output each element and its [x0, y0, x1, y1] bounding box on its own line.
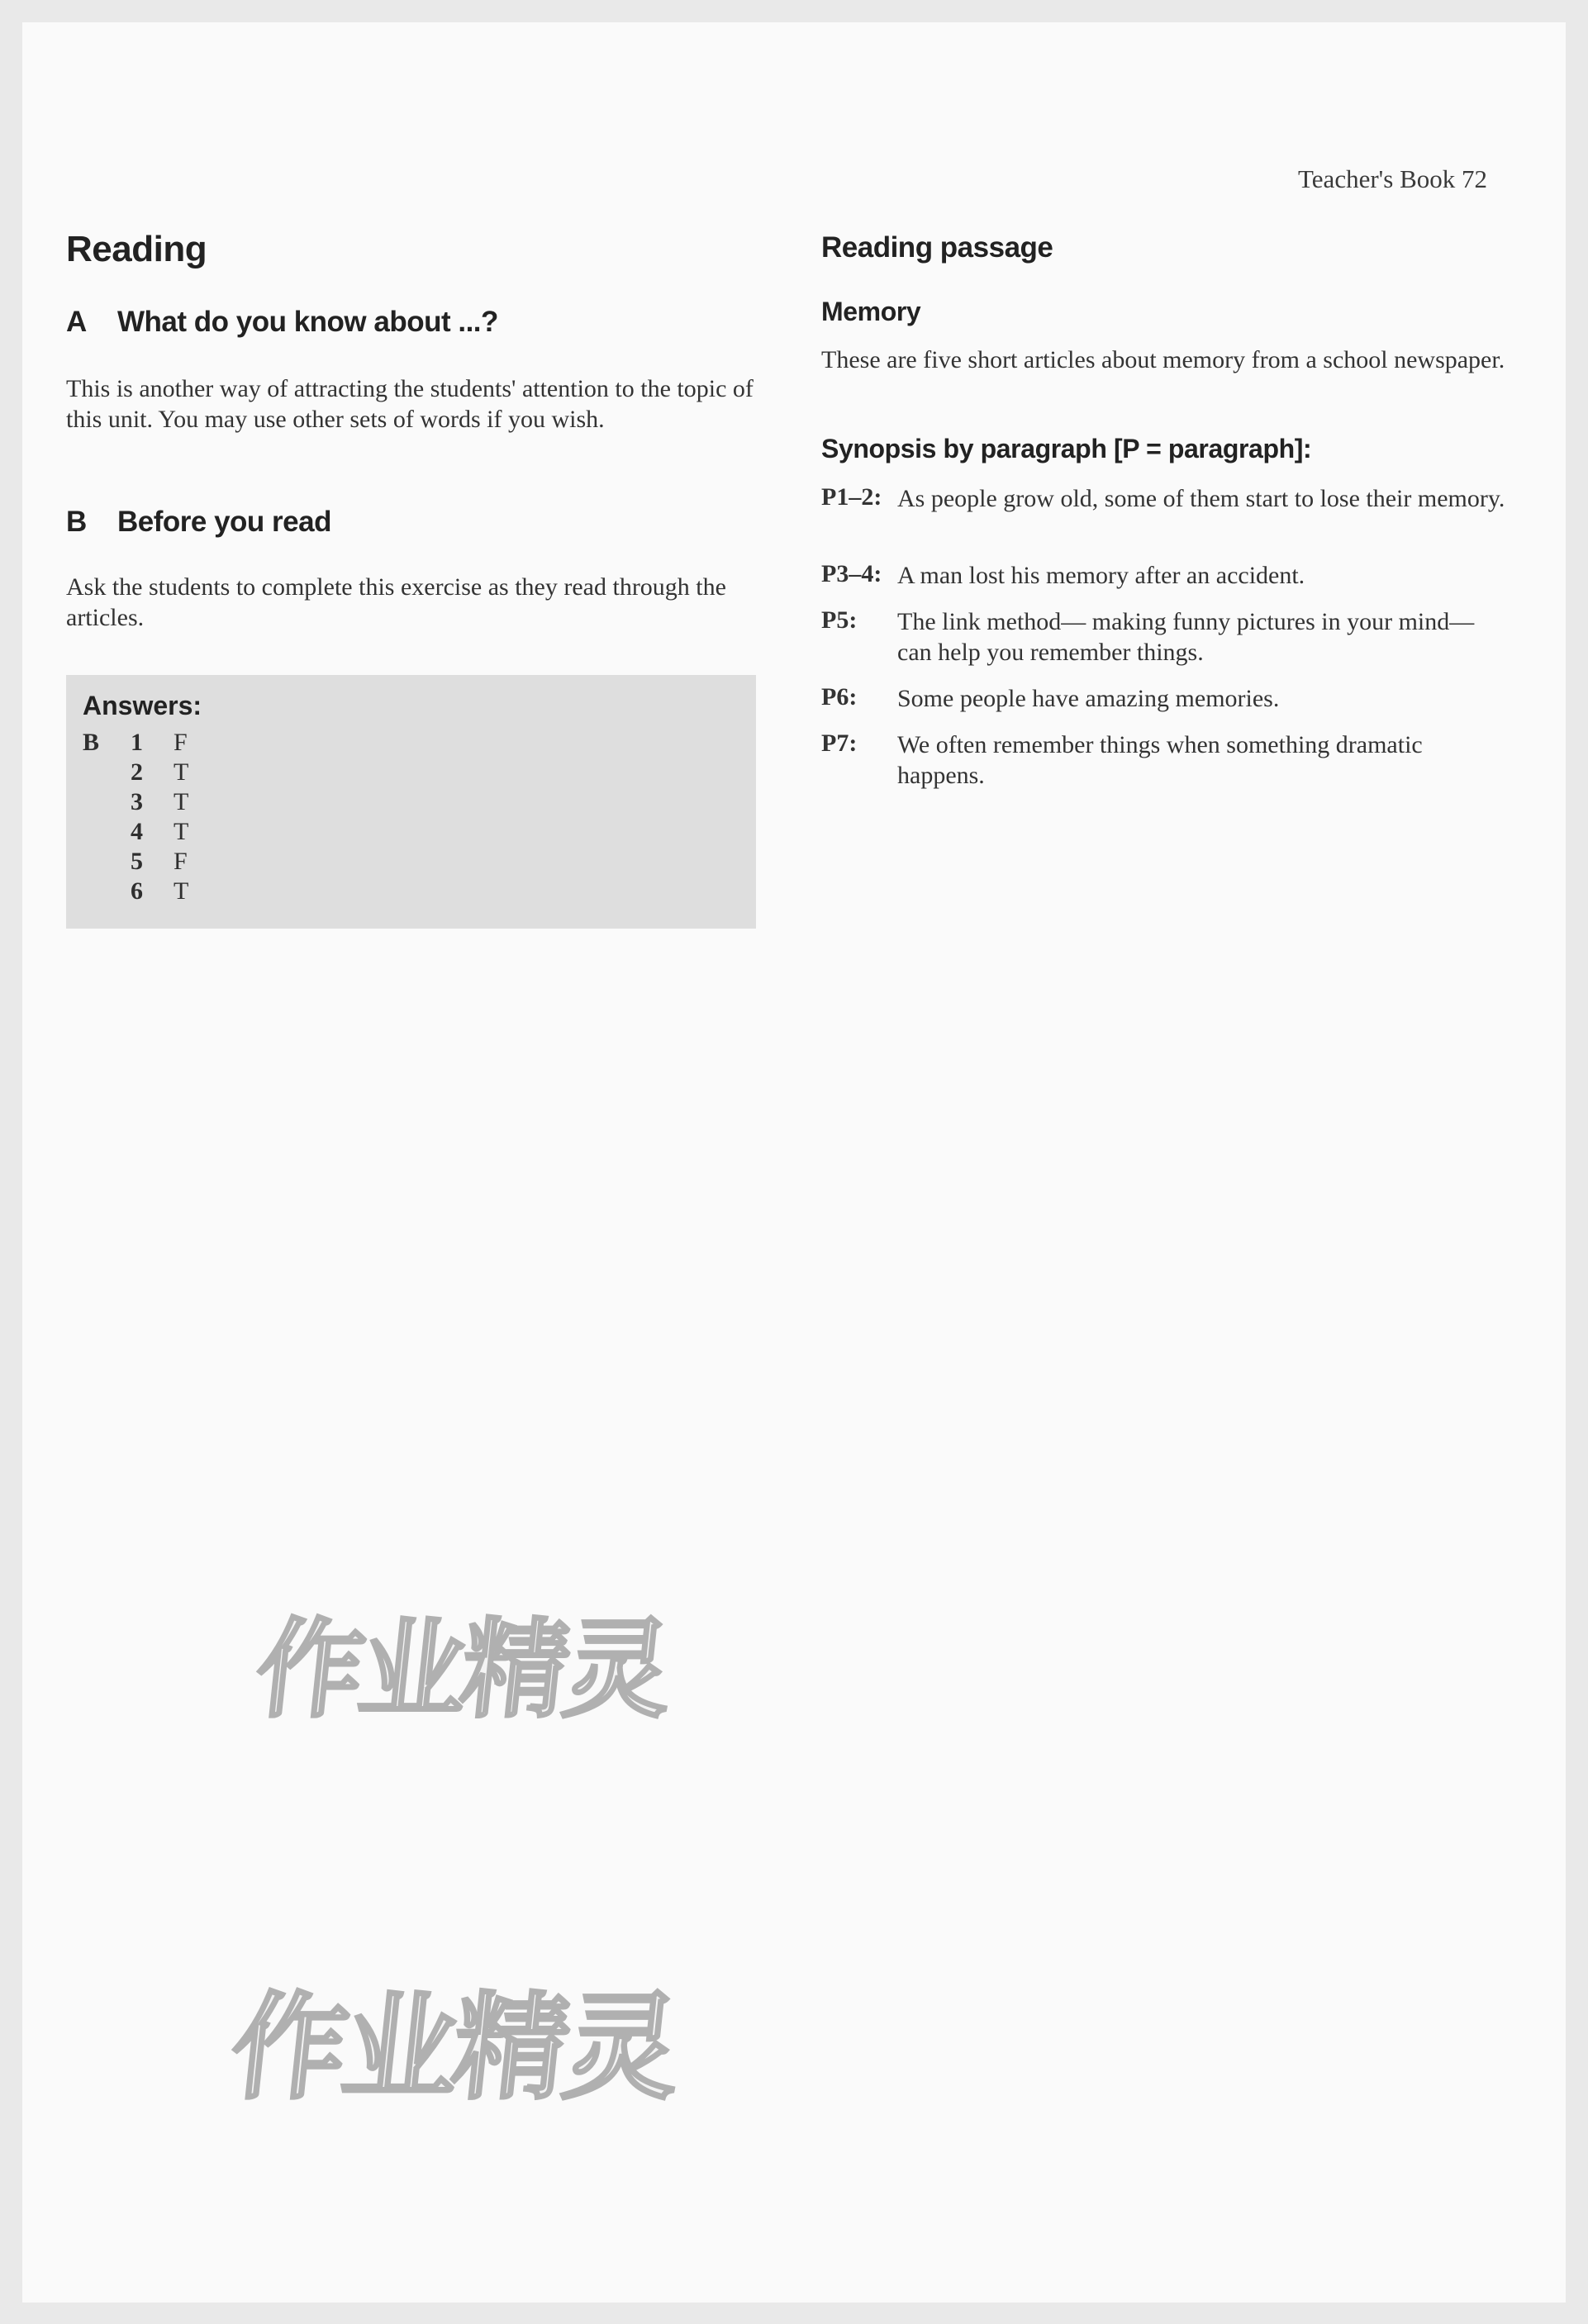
section-a-heading	[66, 306, 498, 339]
synopsis-text: Some people have amazing memories.	[897, 685, 1280, 712]
section-title-reading: Reading	[66, 229, 207, 269]
section-b-letter: B	[66, 506, 87, 538]
synopsis-label: P7:	[821, 730, 858, 757]
answer-value: T	[174, 758, 189, 786]
page	[22, 22, 1566, 2303]
synopsis-label: P6:	[821, 683, 858, 711]
section-b-heading	[66, 506, 331, 539]
page-header: Teacher's Book 72	[1298, 164, 1487, 193]
section-b-text: Ask the students to complete this exercise as they read through the articles.	[66, 573, 726, 631]
watermark: 作业精灵	[225, 1981, 682, 2116]
answer-group-label: B	[83, 729, 100, 756]
section-a-text: This is another way of attracting the students' attention to the topic of this unit. You may use other sets of words if you wish.	[66, 375, 754, 433]
answer-number: 6	[131, 877, 143, 905]
synopsis-text: The link method— making funny pictures in your mind— can help you remember things.	[897, 608, 1475, 666]
synopsis-heading: Synopsis by paragraph [P = paragraph]:	[821, 434, 1312, 463]
answer-value: F	[174, 729, 188, 756]
answer-value: T	[174, 788, 189, 815]
memory-subtitle: Memory	[821, 297, 921, 326]
answer-number: 3	[131, 788, 143, 815]
answers-box	[66, 675, 756, 929]
synopsis-label: P1–2:	[821, 483, 882, 511]
synopsis-text: We often remember things when something dramatic happens.	[897, 731, 1423, 789]
section-a-letter: A	[66, 306, 87, 338]
answer-value: T	[174, 818, 189, 845]
synopsis-text: A man lost his memory after an accident.	[897, 562, 1305, 589]
synopsis-text: As people grow old, some of them start to lose their memory.	[897, 485, 1505, 512]
section-a-title: What do you know about ...?	[117, 306, 498, 338]
answer-value: T	[174, 877, 189, 905]
synopsis-label: P5:	[821, 606, 858, 634]
section-b-title: Before you read	[117, 506, 331, 538]
answer-number: 2	[131, 758, 143, 786]
answer-number: 5	[131, 848, 143, 875]
answers-title: Answers:	[83, 691, 202, 720]
passage-intro: These are five short articles about memory from a school newspaper.	[821, 346, 1505, 373]
answer-number: 4	[131, 818, 143, 845]
answer-value: F	[174, 848, 188, 875]
answer-number: 1	[131, 729, 143, 756]
reading-passage-title: Reading passage	[821, 231, 1053, 264]
synopsis-label: P3–4:	[821, 560, 882, 587]
watermark: 作业精灵	[250, 1607, 673, 1732]
